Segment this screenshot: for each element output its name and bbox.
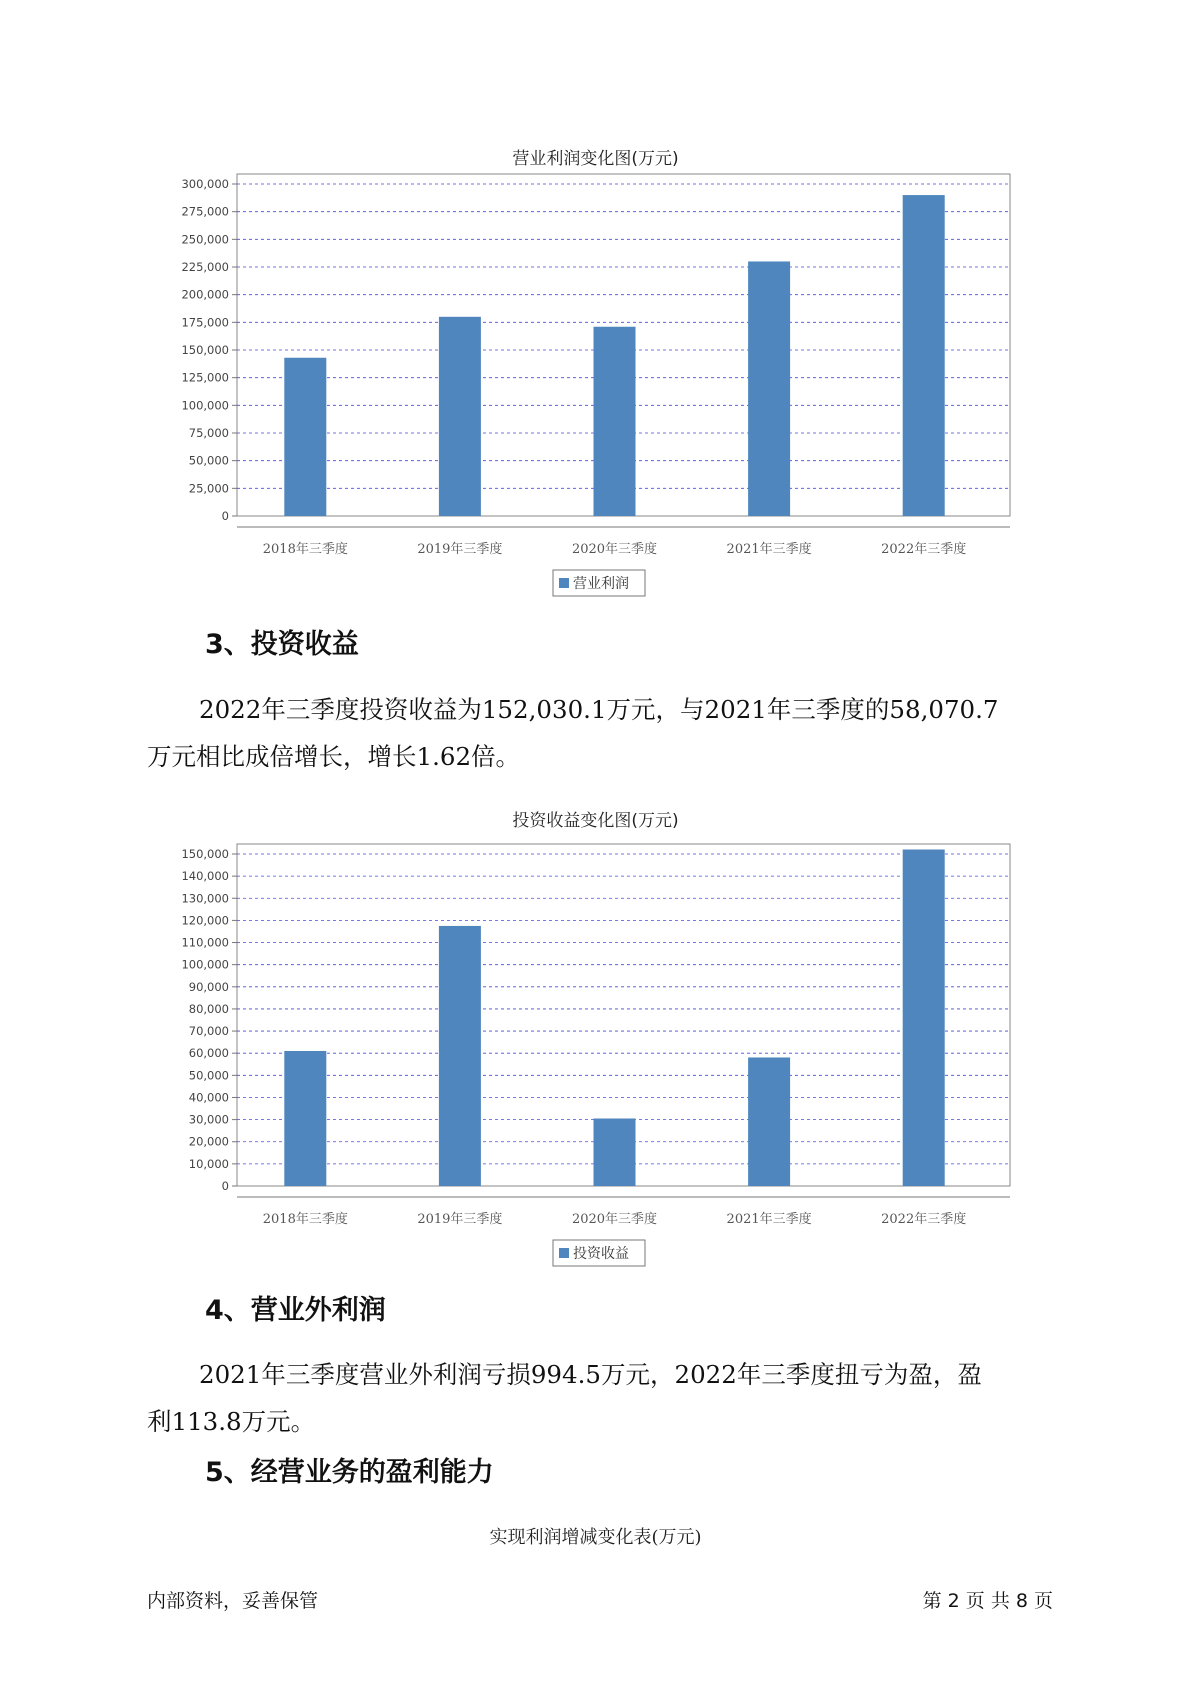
x-tick-label: 2019年三季度: [417, 1212, 503, 1227]
section-3-paragraph: [147, 686, 1057, 780]
x-tick-label: 2018年三季度: [262, 542, 348, 557]
bar: [594, 327, 636, 516]
y-tick-label: 100,000: [181, 957, 229, 972]
x-tick-label: 2018年三季度: [262, 1212, 348, 1227]
y-tick-label: 50,000: [188, 1068, 229, 1083]
legend-label: 投资收益: [573, 1246, 629, 1262]
y-tick-label: 100,000: [181, 398, 229, 413]
y-tick-label: 0: [221, 1179, 229, 1193]
chart-title-operating-profit: 营业利润变化图(万元): [512, 149, 679, 169]
section-4-heading: 4、营业外利润: [205, 1295, 386, 1326]
y-tick-label: 175,000: [181, 315, 229, 330]
y-tick-label: 140,000: [181, 869, 229, 884]
bar: [594, 1118, 636, 1186]
y-tick-label: 20,000: [188, 1134, 229, 1149]
x-tick-label: 2022年三季度: [881, 542, 967, 557]
y-tick-label: 10,000: [188, 1156, 229, 1171]
x-tick-label: 2021年三季度: [726, 1212, 812, 1227]
x-tick-label: 2022年三季度: [881, 1212, 967, 1227]
legend-label: 营业利润: [573, 576, 629, 592]
bar: [748, 1057, 790, 1186]
legend-swatch: [559, 578, 569, 588]
footer-page-number: 第 2 页 共 8 页: [922, 1590, 1053, 1612]
bar: [748, 261, 790, 516]
y-tick-label: 225,000: [181, 260, 229, 274]
bar: [903, 195, 945, 516]
section-4-paragraph: [147, 1351, 1057, 1445]
bar: [439, 926, 481, 1186]
y-tick-label: 0: [221, 509, 229, 523]
y-tick-label: 250,000: [181, 232, 229, 247]
y-tick-label: 30,000: [188, 1112, 229, 1127]
footer-confidential-note: 内部资料，妥善保管: [147, 1590, 319, 1612]
bar: [284, 358, 326, 516]
bar: [903, 850, 945, 1186]
legend-swatch: [559, 1248, 569, 1258]
y-tick-label: 275,000: [181, 204, 229, 219]
section-3-line-2: 万元相比成倍增长，增长1.62倍。: [147, 742, 521, 771]
y-tick-label: 40,000: [188, 1090, 229, 1105]
y-tick-label: 150,000: [181, 343, 229, 357]
chart-title-investment-income: 投资收益变化图(万元): [512, 811, 679, 831]
section-4-line-1: 2021年三季度营业外利润亏损994.5万元，2022年三季度扭亏为盈，盈: [199, 1360, 982, 1389]
table-caption: 实现利润增减变化表(万元): [489, 1527, 702, 1548]
y-tick-label: 75,000: [188, 426, 229, 440]
section-4-line-2: 利113.8万元。: [147, 1407, 316, 1436]
section-3-heading: 3、投资收益: [205, 629, 359, 660]
y-tick-label: 150,000: [181, 847, 229, 861]
y-tick-label: 125,000: [181, 370, 229, 385]
investment-income-chart: [0, 830, 1191, 1262]
bar: [284, 1051, 326, 1186]
y-tick-label: 300,000: [181, 177, 229, 191]
x-tick-label: 2020年三季度: [571, 542, 658, 557]
operating-profit-chart: [0, 160, 1191, 592]
y-tick-label: 130,000: [181, 891, 229, 906]
y-tick-label: 70,000: [188, 1024, 229, 1039]
y-tick-label: 50,000: [188, 453, 229, 468]
y-tick-label: 80,000: [188, 1001, 229, 1016]
y-tick-label: 90,000: [188, 979, 229, 994]
section-3-line-1: 2022年三季度投资收益为152,030.1万元，与2021年三季度的58,070.7: [199, 695, 999, 724]
y-tick-label: 25,000: [188, 481, 229, 496]
x-tick-label: 2021年三季度: [726, 542, 812, 557]
y-tick-label: 200,000: [181, 287, 229, 302]
bar: [439, 317, 481, 516]
x-tick-label: 2019年三季度: [417, 542, 503, 557]
y-tick-label: 60,000: [188, 1046, 229, 1061]
y-tick-label: 110,000: [181, 935, 229, 950]
x-tick-label: 2020年三季度: [571, 1212, 658, 1227]
section-5-heading: 5、经营业务的盈利能力: [205, 1457, 494, 1488]
y-tick-label: 120,000: [181, 913, 229, 928]
